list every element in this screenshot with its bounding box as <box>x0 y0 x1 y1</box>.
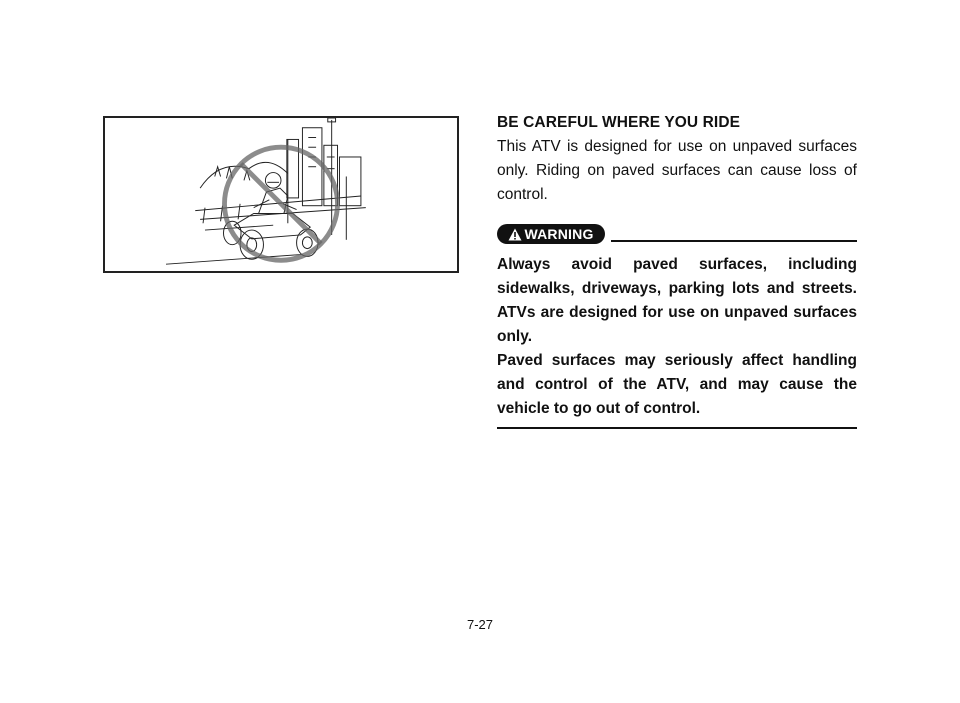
warning-header <box>497 224 857 246</box>
warning-label: WARNING <box>524 226 594 242</box>
no-paved-riding-illustration <box>103 116 459 273</box>
content-column <box>497 111 857 429</box>
warning-divider <box>611 240 857 242</box>
warning-paragraph: Paved surfaces may seriously affect handling and control of the ATV, and may cause the vehicle to go out of control. <box>497 352 857 417</box>
section-body: This ATV is designed for use on unpaved surfaces only. Riding on paved surfaces can cause loss of control. <box>497 138 857 203</box>
warning-bottom-rule <box>497 427 857 429</box>
warning-paragraph: Always avoid paved surfaces, including sidewalks, driveways, parking lots and streets. ATVs are designed for use on unpaved surfaces only. <box>497 256 857 345</box>
warning-triangle-icon <box>508 228 522 241</box>
page-number: 7-27 <box>466 617 494 632</box>
warning-text <box>497 253 857 421</box>
warning-badge <box>497 224 605 244</box>
section-heading: BE CAREFUL WHERE YOU RIDE <box>497 114 741 131</box>
